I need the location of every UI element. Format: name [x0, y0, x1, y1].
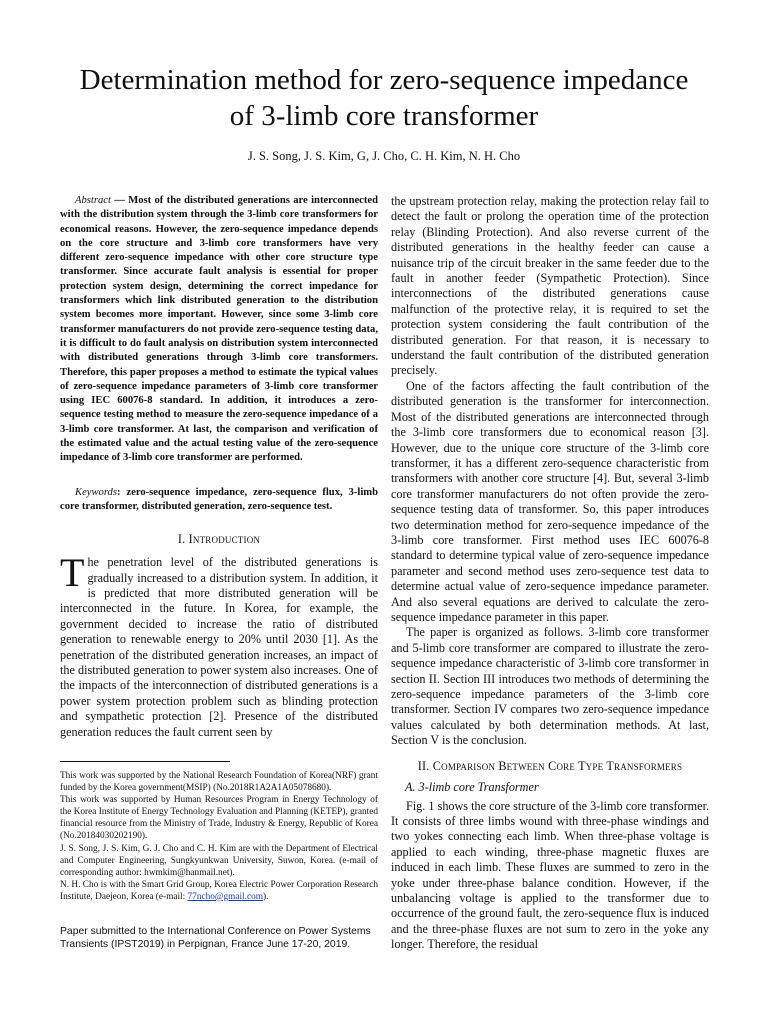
intro-paragraph-1-continued: the upstream protection relay, making the protection relay fail to detect the fault or prolong the operation time of the protection relay (Blinding Protection). And also reverse current of the distributed generations in the healthy feeder can cause a nuisance trip of the circuit breaker in the same feeder due to the fault in another feeder (Sympathetic Protection). Since interconnections of the distributed generations cause malfunction of the protective relay, it is required to set the protection system considering the fault contribution of the distributed generation. For that reason, it is necessary to understand the fault contribution of the distributed generation precisely. [391, 194, 709, 378]
conference-note: Paper submitted to the International Conference on Power Systems Transients (IPST2019) in Perpignan, France June 17-20, 2019. [60, 926, 371, 951]
footnote-funding-1: This work was supported by the National Research Foundation of Korea(NRF) grant funded by the Korea government(MSIP) (No.2018R1A2A1A05078680). [60, 771, 378, 794]
intro-paragraph-2: One of the factors affecting the fault contribution of the distributed generation is the transformer for interconnection. Most of the distributed generations are interconnected through the 3-limb core transformers due to economical reason [3]. However, due to the unique core structure of the 3-limb core transformer, it has a different zero-sequence characteristic from transformers with another core structure [4]. But, several 3-limb core transformer manufacturers do not often provide the zero-sequence testing data of transformer. So, this paper introduces two determination method for zero-sequence impedance of the 3-limb core transformer. First method uses IEC 60076-8 standard to determine typical value of zero-sequence impedance parameter and second method uses zero-sequence test data to determine actual value of zero-sequence impedance parameter. And also several equations are derived to calculate the zero-sequence impedance parameter in this paper. [391, 378, 709, 624]
footnote-affiliation-2 [60, 879, 378, 903]
title-line-1: Determination method for zero-sequence impedance [79, 64, 689, 96]
footnote-affiliation-2-text: N. H. Cho is with the Smart Grid Group, Korea Electric Power Corporation Research Institute, Daejeon, Korea (e-mail: [60, 879, 378, 902]
footnote-affiliation-1: J. S. Song, J. S. Kim, G. J. Cho and C. H. Kim are with the Department of Electrical and Computer Engineering, Sungkyunkwan University, Suwon, Korea. (e-mail of corresponding author: hwmkim@hanmail.net). [60, 843, 378, 878]
abstract-text: — Most of the distributed generations are interconnected with the distribution system through the 3-limb core transformers for economical reasons. However, the zero-sequence impedance depends on the core structure and 3-limb core transformers have very different zero-sequence impedance with other core structure type transformer. Since accurate fault analysis is essential for proper protection system design, determining the correct impedance for transformers which link distributed generation to the distribution system becomes more important. However, since some 3-limb core transformer manufacturers do not provide zero-sequence testing data, it is difficult to do fault analysis on distribution system interconnected with distributed generations through 3-limb core transformers. Therefore, this paper proposes a method to estimate the typical values of zero-sequence impedance parameters of 3-limb core transformer using IEC 60076-8 standard. In addition, it introduces a zero-sequence testing method to measure the zero-sequence impedance of a 3-limb core transformer. At last, the comparison and verification of the estimated value and the actual testing value of the zero-sequence impedance of 3-limb core transformer are performed. [60, 195, 378, 464]
abstract-label: Abstract [75, 195, 111, 206]
intro-paragraph-1 [60, 550, 378, 740]
footnote-funding-2: This work was supported by Human Resources Program in Energy Technology of the Korea Institute of Energy Technology Evaluation and Planning (KETEP), granted financial resource from the Ministry of Trade, Industry & Energy, Republic of Korea (No.20184030202190). [60, 795, 378, 842]
section2-paragraph-1: Fig. 1 shows the core structure of the 3-limb core transformer. It consists of three limbs wound with three-phase windings and two yokes connecting each limb. When three-phase voltage is applied to each winding, three-phase magnetic fluxes are induced in each limb. These fluxes are summed to zero in the yoke under three-phase balance condition. However, if the unbalancing voltage is applied to the transformer due to occurrence of the ground fault, the zero-sequence flux is induced and the three-phase fluxes are not sum to zero in the yoke any longer. Therefore, the residual [391, 798, 709, 952]
author-list: J. S. Song, J. S. Kim, G, J. Cho, C. H. Kim, N. H. Cho [247, 149, 521, 163]
email-link[interactable]: 77ncho@gmail.com [187, 891, 263, 902]
title-line-2: of 3-limb core transformer [229, 100, 539, 132]
footnote-divider [60, 761, 230, 762]
paper-title [40, 62, 728, 134]
drop-cap: T [60, 550, 85, 596]
left-column [60, 194, 378, 740]
keywords-label: Keywords [75, 486, 117, 498]
keywords [60, 486, 378, 515]
intro-paragraph-1-text: he penetration level of the distributed generations is gradually increased to a distribution system. In addition, it is predicted that more distributed generation will be interconnected in the future. In Korea, for example, the government decided to increase the ratio of distributed generation to renewable energy to 20% until 2030 [1]. As the penetration of the distributed generation increases, an impact of the distributed generation to power system also increases. One of the impacts of the interconnection of distributed generations is a power system protection problem such as blinding protection and sympathetic protection [2]. Presence of the distributed generation reduces the fault current seen by [60, 555, 378, 739]
keywords-text: : zero-sequence impedance, zero-sequence flux, 3-limb core transformer, distributed generation, zero-sequence test. [60, 486, 378, 512]
right-column [391, 194, 709, 953]
section-heading-introduction: I. Introduction [177, 532, 261, 547]
abstract [60, 194, 378, 466]
intro-paragraph-3: The paper is organized as follows. 3-limb core transformer and 5-limb core transformer are compared to illustrate the zero-sequence impedance characteristic of 3-limb core transformer in section II. Section III introduces two methods of determining the zero-sequence impedance parameters of the 3-limb core transformer. Section IV compares two zero-sequence impedance values calculated by both determination methods. At last, Section V is the conclusion. [391, 625, 709, 748]
subsection-heading-3-limb: A. 3-limb core Transformer [405, 779, 539, 794]
section-heading-comparison: II. Comparison Between Core Type Transformers [417, 758, 683, 773]
footnote-affiliation-2-end: ). [262, 891, 269, 902]
footnotes [60, 770, 378, 903]
